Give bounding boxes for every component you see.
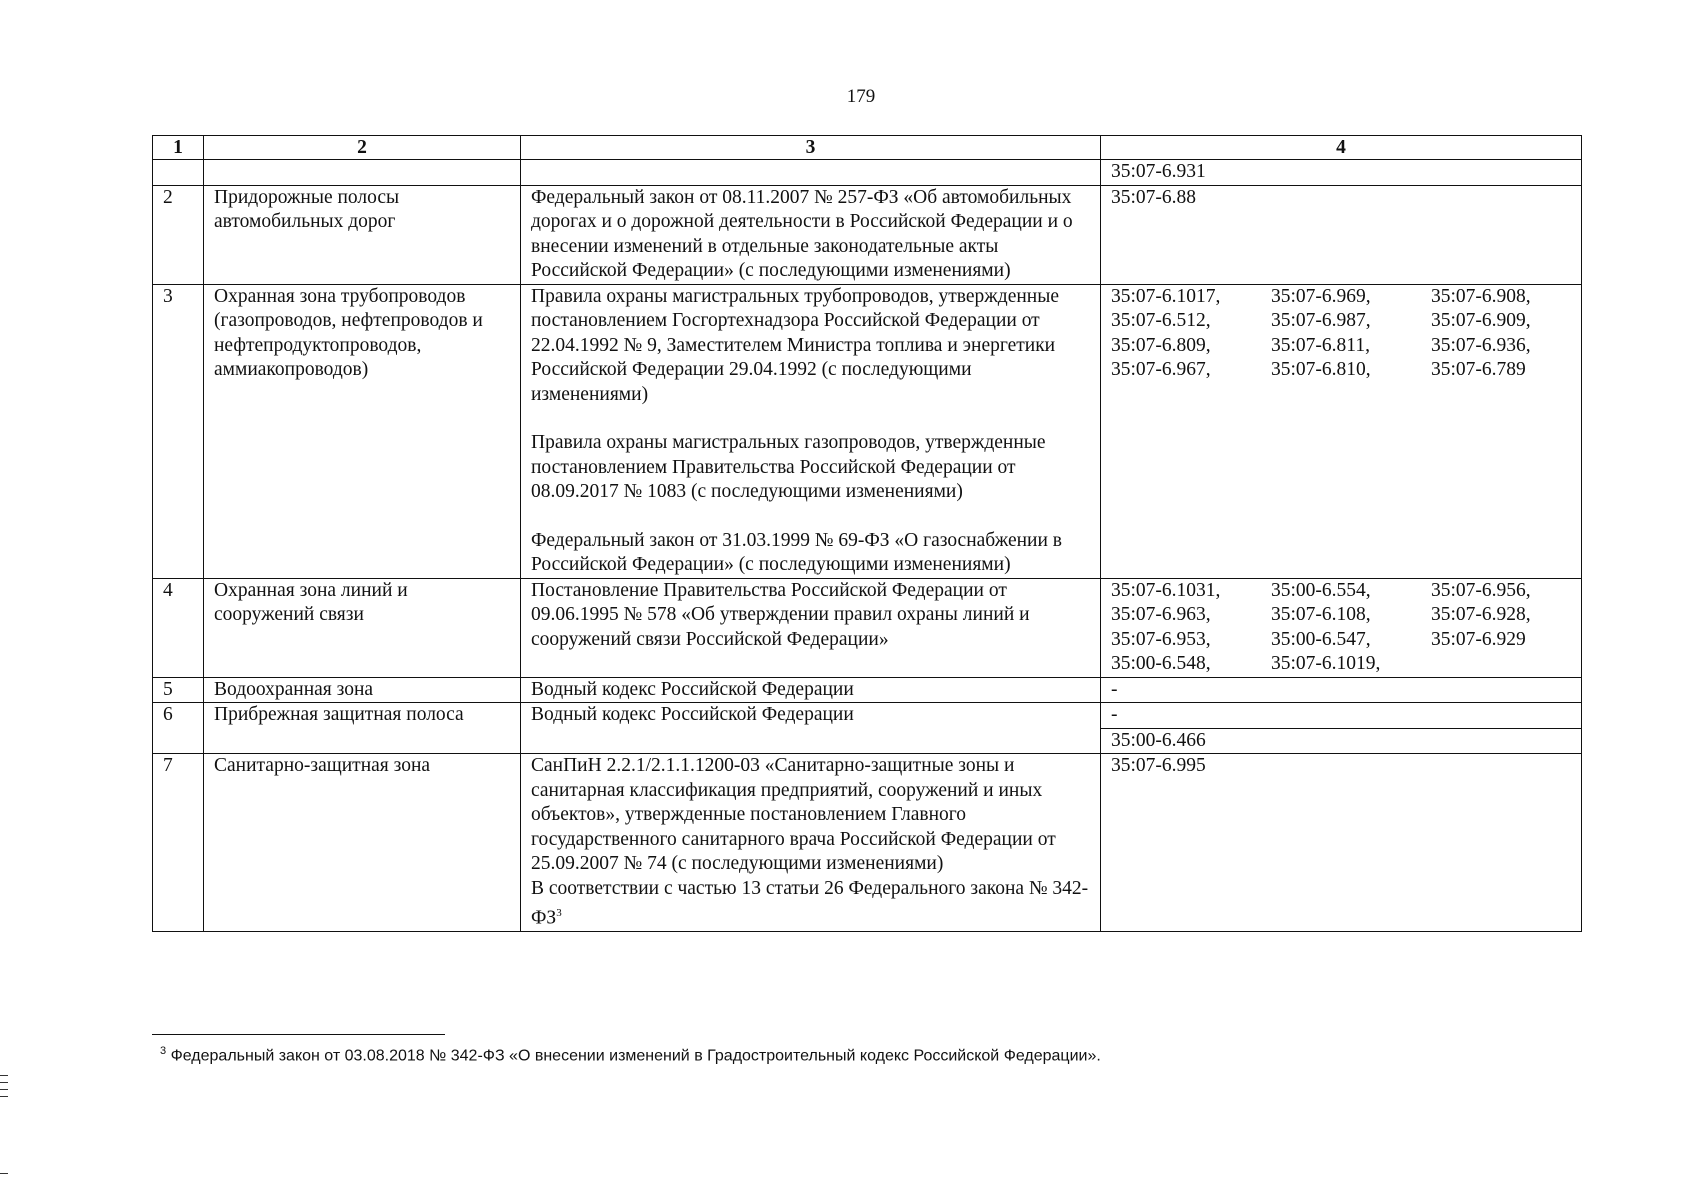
table-row xyxy=(153,703,1582,729)
cell-doc: Федеральный закон от 08.11.2007 № 257-ФЗ «Об автомобильных дорогах и о дорожной деятельности в Российской Федерации и о внесении изменений в отдельные законодательные акты Российской Федерации» (с последующими изменениями) xyxy=(521,185,1101,284)
code-item: 35:07-6.953, xyxy=(1111,628,1211,650)
table-header-row xyxy=(153,136,1582,160)
cell-zone: Охранная зона трубопроводов (газопроводов, нефтепроводов и нефтепродуктопроводов, аммиакопроводов) xyxy=(204,284,521,578)
cell-num: 5 xyxy=(153,677,204,703)
scan-mark xyxy=(0,1096,8,1097)
zones-table xyxy=(152,135,1582,932)
doc-paragraph: СанПиН 2.2.1/2.1.1.1200-03 «Санитарно-защитные зоны и санитарная классификация предприятий, сооружений и иных объектов», утвержденные постановлением Главного государственного санитарного врача Российской Федерации от 25.09.2007 № 74 (с последующими изменениями) xyxy=(531,755,1056,874)
code-item: 35:07-6.967, xyxy=(1111,359,1211,380)
code-item: 35:07-6.512, xyxy=(1111,310,1211,331)
code-item: 35:07-6.1017, xyxy=(1111,285,1221,307)
cell-zone: Прибрежная защитная полоса xyxy=(204,703,521,754)
table-row xyxy=(153,578,1582,677)
cell-doc: Постановление Правительства Российской Федерации от 09.06.1995 № 578 «Об утверждении правил охраны линий и сооружений связи Российской Федерации» xyxy=(521,578,1101,677)
cell-zone: Придорожные полосы автомобильных дорог xyxy=(204,185,521,284)
code-item: 35:07-6.936, xyxy=(1431,334,1531,356)
cell-zone: Охранная зона линий и сооружений связи xyxy=(204,578,521,677)
cell-num: 7 xyxy=(153,754,204,932)
cell-doc xyxy=(521,160,1101,186)
header-col-2: 2 xyxy=(204,136,521,160)
code-item: 35:00-6.548, xyxy=(1111,653,1211,674)
cell-codes xyxy=(1101,578,1582,677)
cell-num: 6 xyxy=(153,703,204,754)
scan-mark xyxy=(0,1173,8,1174)
footnote-text: Федеральный закон от 03.08.2018 № 342-ФЗ «О внесении изменений в Градостроительный кодекс Российской Федерации». xyxy=(166,1047,1101,1065)
cell-num: 4 xyxy=(153,578,204,677)
cell-doc xyxy=(521,754,1101,932)
footnote xyxy=(160,1045,1101,1065)
code-item: 35:07-6.810, xyxy=(1271,359,1371,380)
cell-doc xyxy=(521,284,1101,578)
code-item: 35:07-6.963, xyxy=(1111,604,1211,625)
scan-mark xyxy=(0,1075,8,1076)
code-item: 35:07-6.909, xyxy=(1431,310,1531,331)
cell-zone xyxy=(204,160,521,186)
table-row xyxy=(153,677,1582,703)
doc-paragraph: Правила охраны магистральных газопроводов, утвержденные постановлением Правительства Российской Федерации от 08.09.2017 № 1083 (с последующими изменениями) xyxy=(531,432,1046,502)
cell-code: 35:00-6.466 xyxy=(1101,728,1582,754)
cell-zone: Водоохранная зона xyxy=(204,677,521,703)
code-item: 35:07-6.789 xyxy=(1431,359,1526,380)
doc-paragraph xyxy=(531,877,1090,932)
doc-paragraph: Федеральный закон от 31.03.1999 № 69-ФЗ «О газоснабжении в Российской Федерации» (с последующими изменениями) xyxy=(531,529,1062,575)
code-grid xyxy=(1111,285,1571,383)
code-item: 35:07-6.1031, xyxy=(1111,579,1221,601)
cell-num: 3 xyxy=(153,284,204,578)
code-item: 35:07-6.811, xyxy=(1271,334,1370,356)
cell-doc: Водный кодекс Российской Федерации xyxy=(521,703,1101,754)
code-item: 35:00-6.547, xyxy=(1271,628,1371,650)
doc-paragraph: Правила охраны магистральных трубопроводов, утвержденные постановлением Госгортехнадзора Российской Федерации от 22.04.1992 № 9, Заместителем Министра топлива и энергетики Российской Федерации 29.04.1992 (с последующими изменениями) xyxy=(531,285,1059,405)
code-item: 35:07-6.809, xyxy=(1111,334,1211,356)
scan-mark xyxy=(0,1082,8,1083)
table-row xyxy=(153,284,1582,578)
footnote-divider xyxy=(152,1034,445,1035)
header-col-1: 1 xyxy=(153,136,204,160)
cell-num: 2 xyxy=(153,185,204,284)
cell-code: 35:07-6.931 xyxy=(1101,160,1582,186)
cell-code: - xyxy=(1101,677,1582,703)
table-row xyxy=(153,185,1582,284)
cell-code: 35:07-6.88 xyxy=(1101,185,1582,284)
cell-codes xyxy=(1101,284,1582,578)
cell-doc: Водный кодекс Российской Федерации xyxy=(521,677,1101,703)
header-col-3: 3 xyxy=(521,136,1101,160)
code-item: 35:07-6.108, xyxy=(1271,604,1371,625)
code-item: 35:07-6.928, xyxy=(1431,604,1531,625)
code-item: 35:07-6.969, xyxy=(1271,285,1371,307)
code-item xyxy=(1431,652,1581,677)
code-item: 35:07-6.987, xyxy=(1271,310,1371,331)
code-item: 35:07-6.908, xyxy=(1431,285,1531,307)
doc-text: В соответствии с частью 13 статьи 26 Федерального закона № 342-ФЗ xyxy=(531,877,1089,929)
cell-num xyxy=(153,160,204,186)
page-number: 179 xyxy=(846,86,876,107)
table-row xyxy=(153,754,1582,932)
code-item: 35:07-6.956, xyxy=(1431,579,1531,601)
table-row xyxy=(153,160,1582,186)
code-grid xyxy=(1111,579,1571,677)
cell-code: 35:07-6.995 xyxy=(1101,754,1582,932)
code-item: 35:07-6.929 xyxy=(1431,628,1526,650)
cell-code: - xyxy=(1101,703,1582,729)
footnote-mark: 3 xyxy=(160,1045,167,1057)
code-item: 35:07-6.1019, xyxy=(1271,653,1381,674)
cell-zone: Санитарно-защитная зона xyxy=(204,754,521,932)
footnote-ref: 3 xyxy=(556,907,562,919)
header-col-4: 4 xyxy=(1101,136,1582,160)
code-item: 35:00-6.554, xyxy=(1271,579,1371,601)
scan-mark xyxy=(0,1089,8,1090)
